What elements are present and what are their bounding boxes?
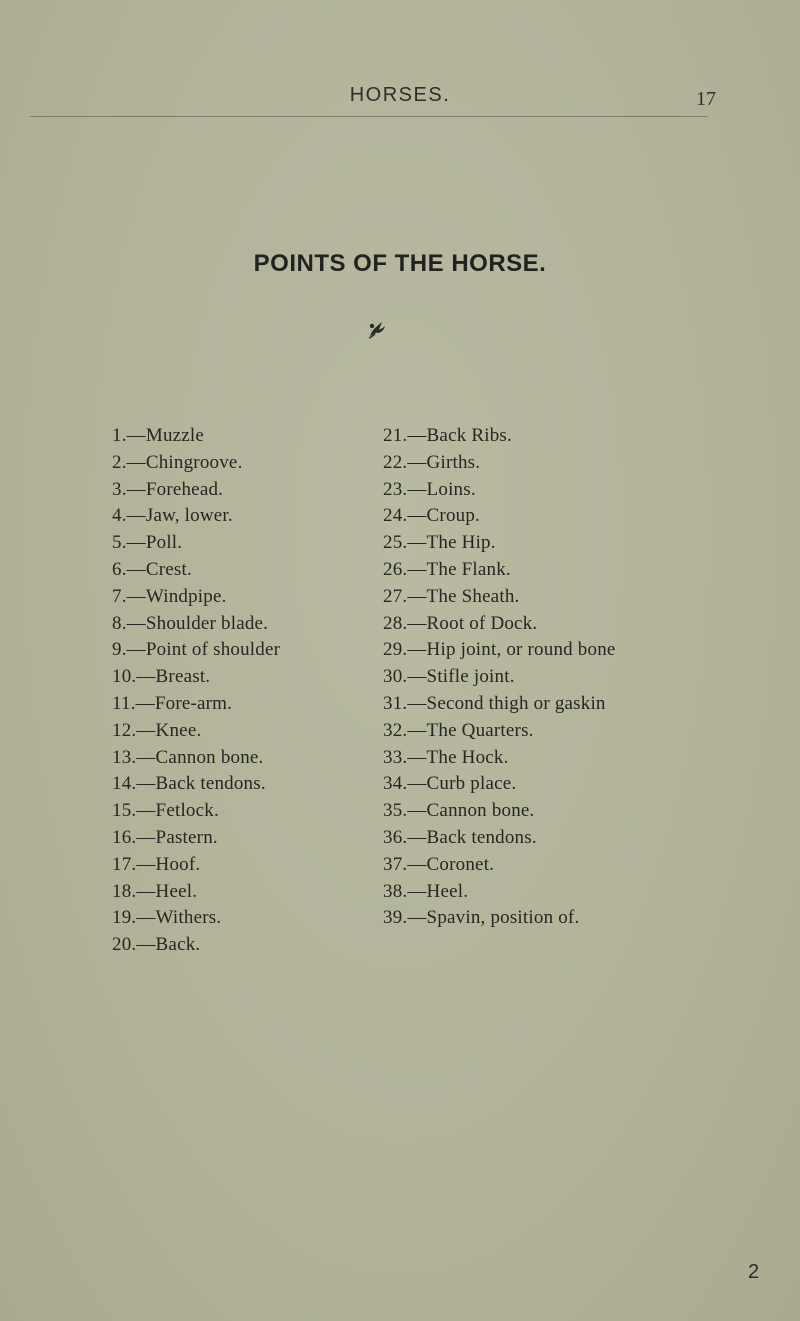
item-label: —Coronet. — [407, 853, 495, 875]
item-label: —The Hip. — [407, 532, 496, 554]
item-label: —Pastern. — [136, 826, 218, 848]
item-label: —Back tendons. — [136, 773, 266, 795]
list-item — [112, 745, 280, 772]
signature-mark: 2 — [748, 1261, 760, 1283]
item-label: —The Flank. — [407, 558, 511, 580]
item-number: 13. — [112, 746, 137, 768]
list-item — [383, 825, 616, 852]
list-item — [112, 611, 280, 638]
list-item — [112, 905, 280, 932]
list-item — [383, 637, 616, 664]
item-number: 32. — [383, 719, 408, 741]
points-list-right — [383, 423, 616, 932]
list-item — [383, 530, 616, 557]
item-label: —Point of shoulder — [126, 639, 281, 661]
list-item — [383, 852, 616, 879]
item-number: 19. — [112, 907, 137, 929]
item-number: 20. — [112, 934, 137, 956]
header-rule — [30, 116, 708, 117]
item-number: 22. — [383, 451, 408, 473]
item-label: —Girths. — [407, 451, 481, 473]
item-number: 25. — [383, 532, 408, 554]
item-label: —Spavin, position of. — [407, 907, 580, 929]
list-item — [383, 718, 616, 745]
item-label: —Crest. — [126, 558, 192, 580]
item-label: —The Hock. — [407, 746, 509, 768]
item-number: 18. — [112, 880, 137, 902]
item-label: —Windpipe. — [126, 585, 227, 607]
item-label: —Jaw, lower. — [126, 505, 233, 527]
item-number: 5. — [112, 532, 127, 554]
item-number: 37. — [383, 853, 408, 875]
list-item — [383, 691, 616, 718]
list-item — [112, 637, 280, 664]
item-number: 2. — [112, 451, 127, 473]
item-label: —Forehead. — [126, 478, 224, 500]
item-label: —Stifle joint. — [407, 666, 515, 688]
item-label: —Back Ribs. — [407, 425, 512, 446]
list-item — [383, 503, 616, 530]
item-number: 24. — [383, 505, 408, 527]
item-number: 28. — [383, 612, 408, 634]
item-label: —Chingroove. — [126, 451, 243, 473]
item-label: —Hoof. — [136, 853, 201, 875]
list-item — [112, 557, 280, 584]
item-number: 6. — [112, 558, 127, 580]
item-label: —Back. — [136, 934, 201, 956]
item-label: —Poll. — [126, 532, 183, 554]
list-item — [112, 852, 280, 879]
item-label: —Fore-arm. — [135, 692, 233, 714]
list-item — [383, 879, 616, 906]
item-number: 39. — [383, 907, 408, 929]
item-number: 1. — [112, 425, 127, 446]
item-label: —The Quarters. — [407, 719, 534, 741]
item-label: —Muzzle — [126, 425, 205, 446]
item-label: —Withers. — [136, 907, 222, 929]
list-item — [112, 691, 280, 718]
item-number: 23. — [383, 478, 408, 500]
points-list-left — [112, 423, 280, 959]
list-item — [112, 584, 280, 611]
item-number: 16. — [112, 826, 137, 848]
item-label: —Croup. — [407, 505, 481, 527]
item-number: 34. — [383, 773, 408, 795]
item-label: —Second thigh or gaskin — [407, 692, 606, 714]
item-number: 8. — [112, 612, 127, 634]
list-item — [112, 477, 280, 504]
list-item — [383, 905, 616, 932]
list-item — [112, 798, 280, 825]
list-item — [112, 825, 280, 852]
item-number: 36. — [383, 826, 408, 848]
list-item — [383, 584, 616, 611]
list-item — [112, 530, 280, 557]
list-item — [383, 611, 616, 638]
item-label: —Shoulder blade. — [126, 612, 269, 634]
item-number: 29. — [383, 639, 408, 661]
item-label: —Cannon bone. — [136, 746, 264, 768]
item-number: 17. — [112, 853, 137, 875]
list-item — [383, 664, 616, 691]
item-label: —Heel. — [407, 880, 469, 902]
list-item — [383, 798, 616, 825]
item-label: —Knee. — [136, 719, 202, 741]
list-item — [112, 664, 280, 691]
list-item — [383, 745, 616, 772]
item-label: —Curb place. — [407, 773, 517, 795]
running-head: HORSES. — [349, 84, 451, 106]
page-number: 17 — [696, 88, 716, 110]
item-number: 27. — [383, 585, 408, 607]
item-number: 30. — [383, 666, 408, 688]
list-item — [112, 879, 280, 906]
item-number: 21. — [383, 425, 408, 446]
list-item — [112, 423, 280, 450]
page-title: POINTS OF THE HORSE. — [253, 250, 547, 277]
item-label: —Heel. — [136, 880, 198, 902]
fleuron-icon — [366, 318, 388, 340]
list-item — [112, 503, 280, 530]
list-item — [383, 450, 616, 477]
item-number: 15. — [112, 800, 137, 822]
item-number: 33. — [383, 746, 408, 768]
list-item — [112, 450, 280, 477]
list-item — [383, 557, 616, 584]
list-item — [112, 718, 280, 745]
item-number: 3. — [112, 478, 127, 500]
item-label: —Fetlock. — [136, 800, 219, 822]
item-label: —Cannon bone. — [407, 800, 535, 822]
item-number: 31. — [383, 692, 408, 714]
item-number: 10. — [112, 666, 137, 688]
list-item — [112, 932, 280, 959]
item-number: 35. — [383, 800, 408, 822]
item-number: 4. — [112, 505, 127, 527]
item-number: 38. — [383, 880, 408, 902]
item-label: —Hip joint, or round bone — [407, 639, 616, 661]
item-label: —Breast. — [136, 666, 211, 688]
item-number: 14. — [112, 773, 137, 795]
list-item — [383, 477, 616, 504]
list-item — [112, 771, 280, 798]
item-label: —Root of Dock. — [407, 612, 538, 634]
list-item — [383, 771, 616, 798]
item-number: 7. — [112, 585, 127, 607]
item-number: 12. — [112, 719, 137, 741]
item-label: —Back tendons. — [407, 826, 537, 848]
item-number: 9. — [112, 639, 127, 661]
item-label: —The Sheath. — [407, 585, 520, 607]
list-item — [383, 423, 616, 450]
item-label: —Loins. — [407, 478, 476, 500]
item-number: 11. — [112, 692, 136, 714]
item-number: 26. — [383, 558, 408, 580]
